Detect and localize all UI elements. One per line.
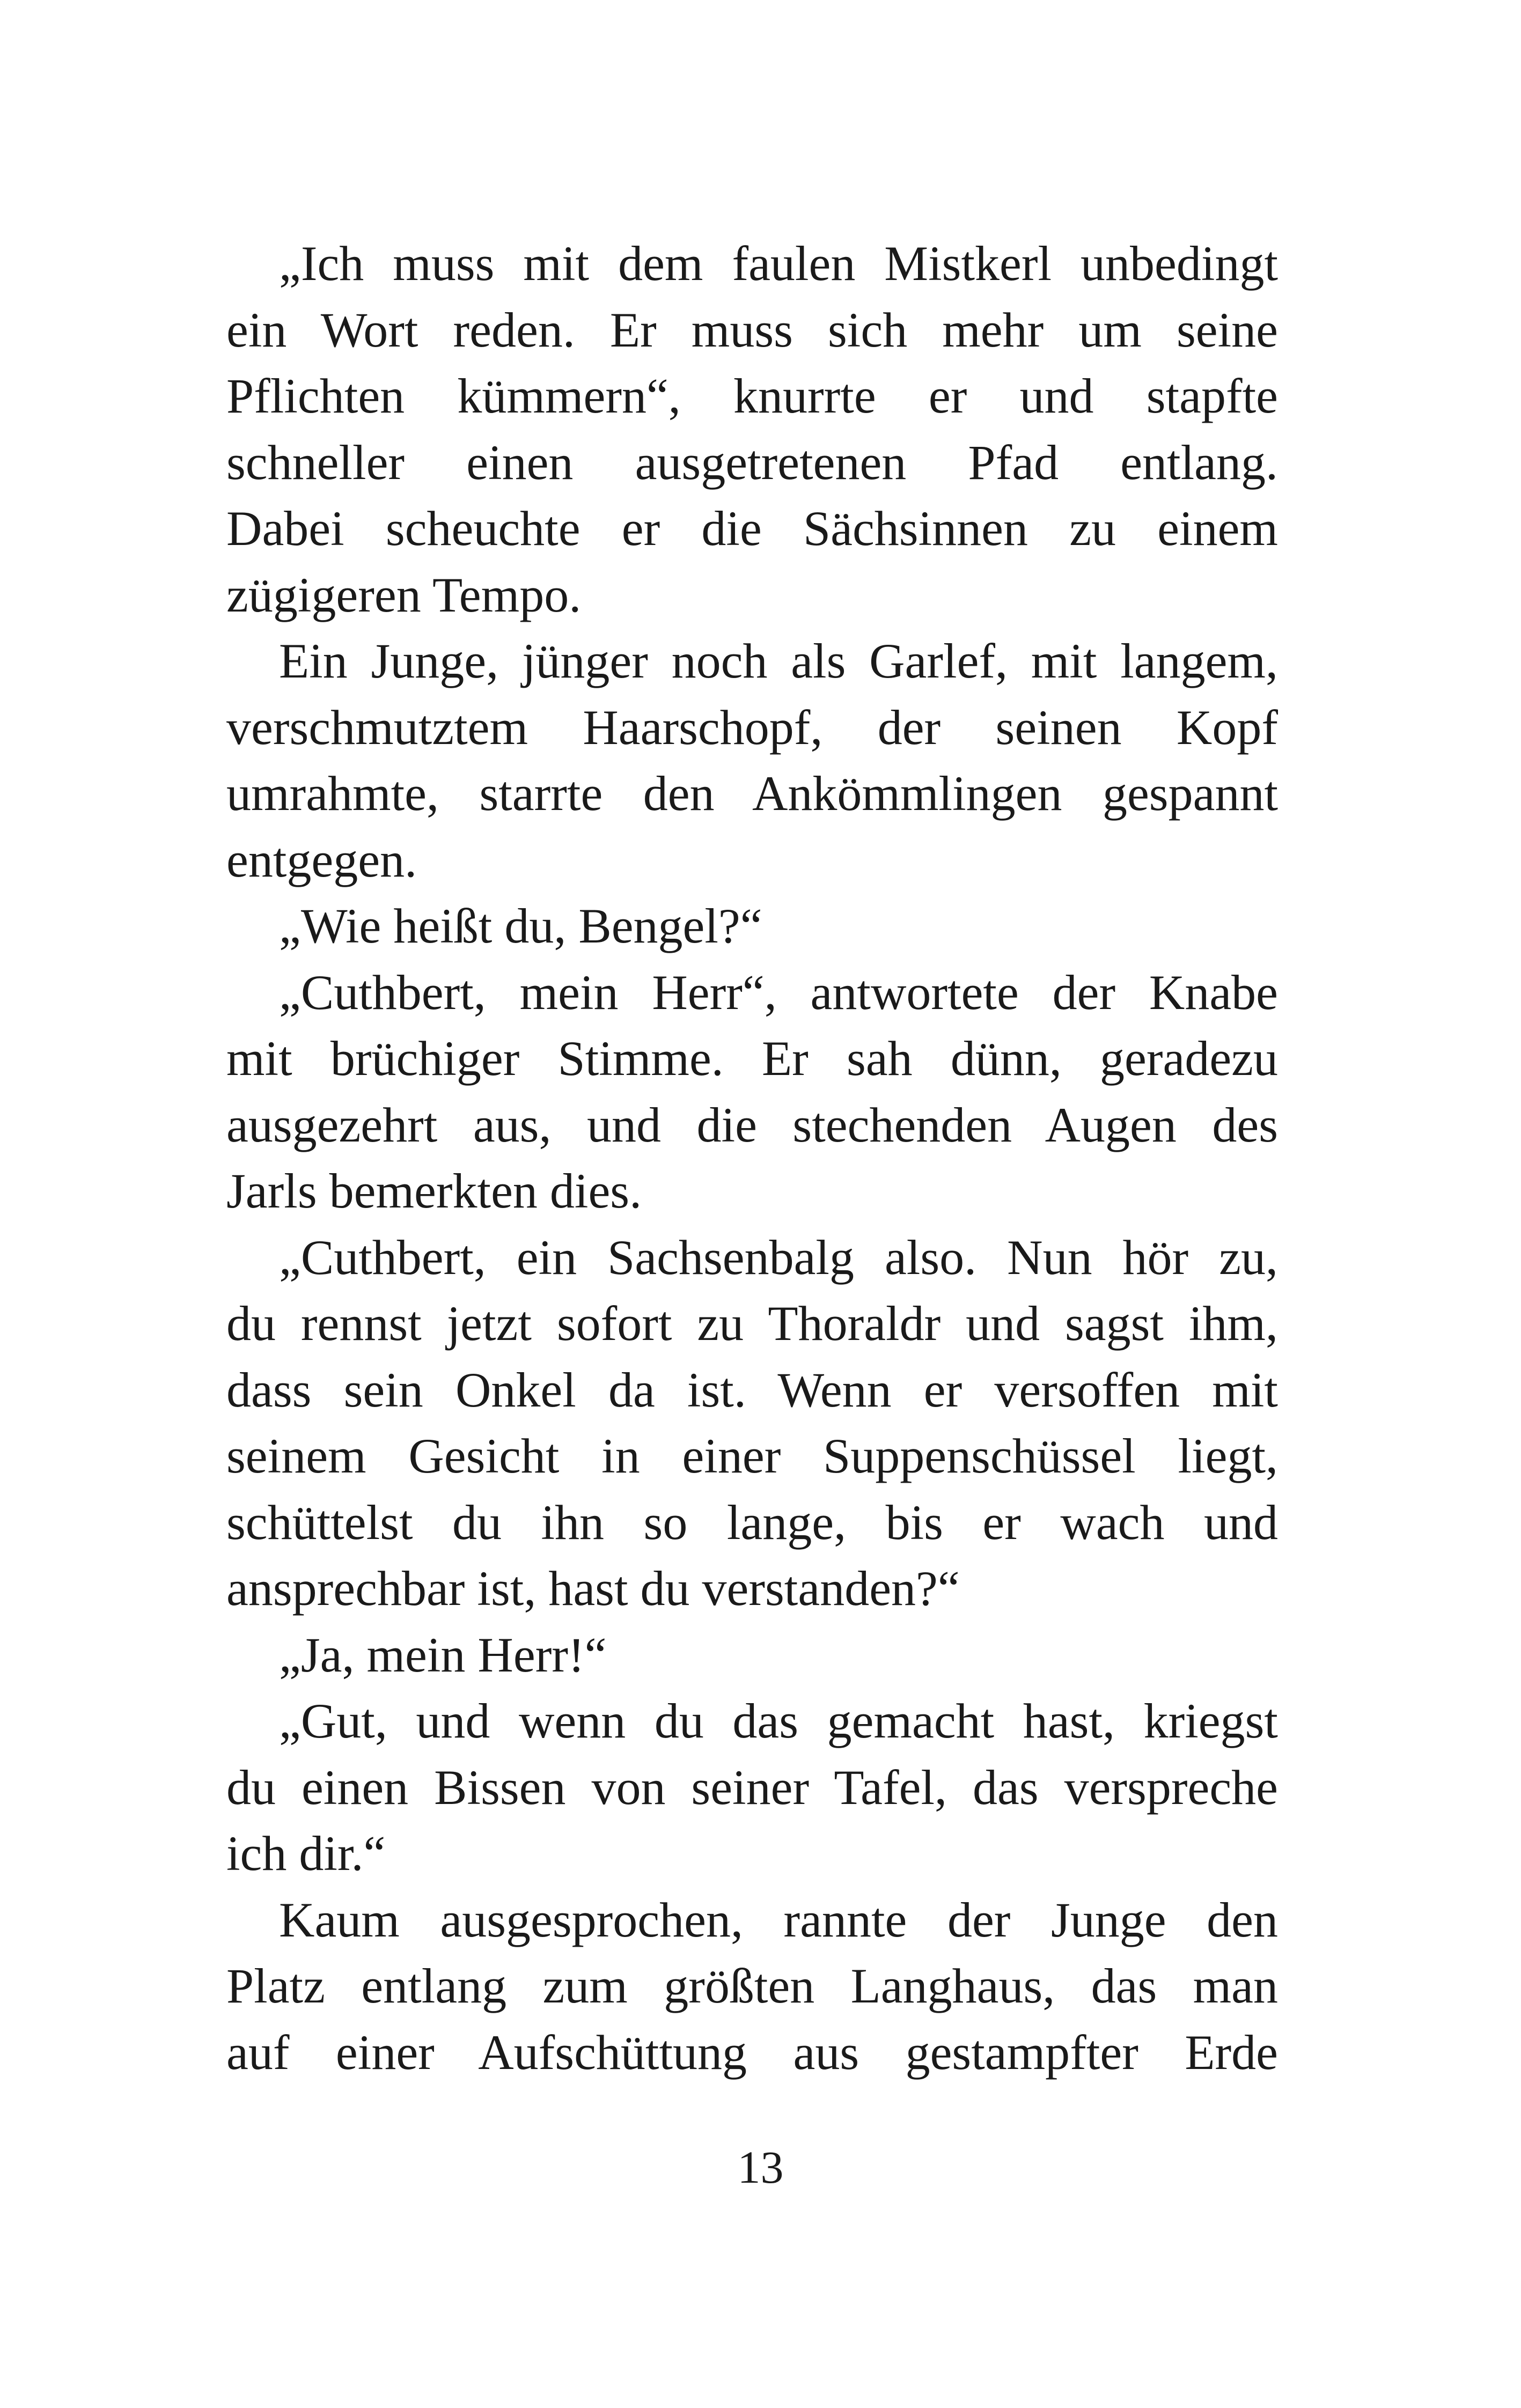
text-line: schüttelst du ihn so lange, bis er wach und (226, 1494, 1278, 1550)
text-line: „Ja, mein Herr!“ (279, 1627, 607, 1682)
text-line: Pflichten kümmern“, knurrte er und stapfte (226, 369, 1278, 423)
text-line: entgegen. (226, 832, 417, 887)
text-line: ein Wort reden. Er muss sich mehr um seine (226, 302, 1278, 357)
text-line: umrahmte, starrte den Ankömmlingen gespannt (226, 766, 1278, 821)
text-line: dass sein Onkel da ist. Wenn er versoffen mit (226, 1362, 1278, 1417)
text-line: ansprechbar ist, hast du verstanden?“ (226, 1561, 960, 1616)
text-line: Kaum ausgesprochen, rannte der Junge den (279, 1892, 1278, 1947)
text-line: verschmutztem Haarschopf, der seinen Kopf (226, 699, 1278, 755)
text-line: ich dir.“ (226, 1826, 386, 1881)
body-text (226, 231, 1278, 2086)
page-number: 13 (737, 2141, 784, 2193)
text-line: du einen Bissen von seiner Tafel, das verspreche (226, 1759, 1278, 1815)
text-line: seinem Gesicht in einer Suppenschüssel liegt, (226, 1428, 1278, 1483)
text-line: mit brüchiger Stimme. Er sah dünn, geradezu (226, 1031, 1278, 1086)
text-line: zügigeren Tempo. (226, 567, 582, 622)
text-line: auf einer Aufschüttung aus gestampfter Erde (226, 2024, 1278, 2080)
text-line: Dabei scheuchte er die Sächsinnen zu einem (226, 501, 1278, 556)
text-line: schneller einen ausgetretenen Pfad entlang. (226, 435, 1278, 490)
text-line: du rennst jetzt sofort zu Thoraldr und sagst ihm, (226, 1296, 1278, 1351)
text-line: „Ich muss mit dem faulen Mistkerl unbedingt (279, 236, 1278, 291)
text-line: ausgezehrt aus, und die stechenden Augen des (226, 1097, 1278, 1152)
text-line: Platz entlang zum größten Langhaus, das man (226, 1958, 1278, 2013)
text-line: „Cuthbert, mein Herr“, antwortete der Knabe (279, 964, 1278, 1020)
text-line: Ein Junge, jünger noch als Garlef, mit langem, (279, 634, 1278, 688)
text-line: „Cuthbert, ein Sachsenbalg also. Nun hör zu, (279, 1229, 1278, 1285)
text-line: „Gut, und wenn du das gemacht hast, kriegst (279, 1693, 1278, 1748)
text-line: „Wie heißt du, Bengel?“ (279, 899, 762, 953)
text-line: Jarls bemerkten dies. (226, 1164, 642, 1218)
